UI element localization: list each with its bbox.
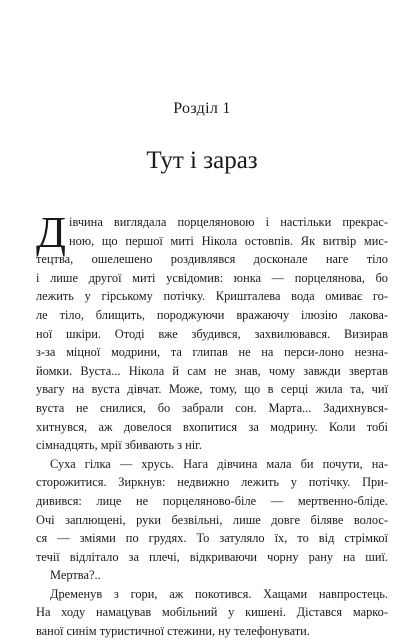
text-line: Очі заплющені, руки безвільні, лише довге біляве волос- [36,512,388,527]
text-line: сімнадцять, мрії збивають з ніг. [36,438,202,453]
text-line: вуста не снилися, бо забрали сон. Марта... Задихнувся- [36,400,388,415]
text-line: ної шкіри. Отоді вже збудився, захвилювався. Визирав [36,326,388,341]
text-line: ле тіло, блищить, породжуючи вражаючу ілюзію лакова- [36,307,388,322]
text-line: ся — зміями по грудях. То затуляло їх, то від стрімкої [36,531,388,546]
text-line: увагу на вуста дівчат. Може, тому, що в серці жила та, чиї [36,382,388,397]
text-line: лежить у гірському потічку. Кришталева вода омиває го- [36,289,388,304]
text-line: і лише другої миті усвідомив: юнка — порцелянова, бо [36,270,388,285]
text-line: сторожитися. Зиркнув: недвижно лежить у потічку. При- [36,475,388,490]
text-line: дивився: лице не порцеляново-біле — мертвенно-бліде. [36,493,388,508]
text-line: Мертва?.. [50,568,101,583]
text-line: Дременув з гори, аж покотився. Хащами навпростець. [50,586,388,601]
text-line: ваної синім туристичної стежини, ну телефонувати. [36,624,310,639]
chapter-body-text [36,208,388,641]
text-line: ною, що першої миті Нікола остовпів. Як витвір мис- [69,233,388,248]
text-line: хитнувся, аж довелося вхопитися за модрину. Коли тобі [36,419,388,434]
text-line: з-за міцної модрини, та глипав не на перси-лоно незна- [36,345,388,360]
text-line: На ходу намацував мобільний у кишені. Дістався марко- [36,605,388,620]
text-line: течії відлітало за плечі, відкриваючи чорну рану на шиї. [36,549,388,564]
text-line: йомки. Вуста... Нікола й сам не знав, чому завжди звертав [36,363,388,378]
text-line: тецтва, ошелешено роздивлявся досконале наге тіло [36,252,388,267]
chapter-title: Тут і зараз [146,147,258,174]
drop-cap-letter: Д [36,208,67,257]
text-line: Суха гілка — хрусь. Нага дівчина мала би почути, на- [50,456,388,471]
chapter-label: Розділ 1 [173,100,231,117]
text-line: івчина виглядала порцеляновою і настільки прекрас- [69,215,388,229]
